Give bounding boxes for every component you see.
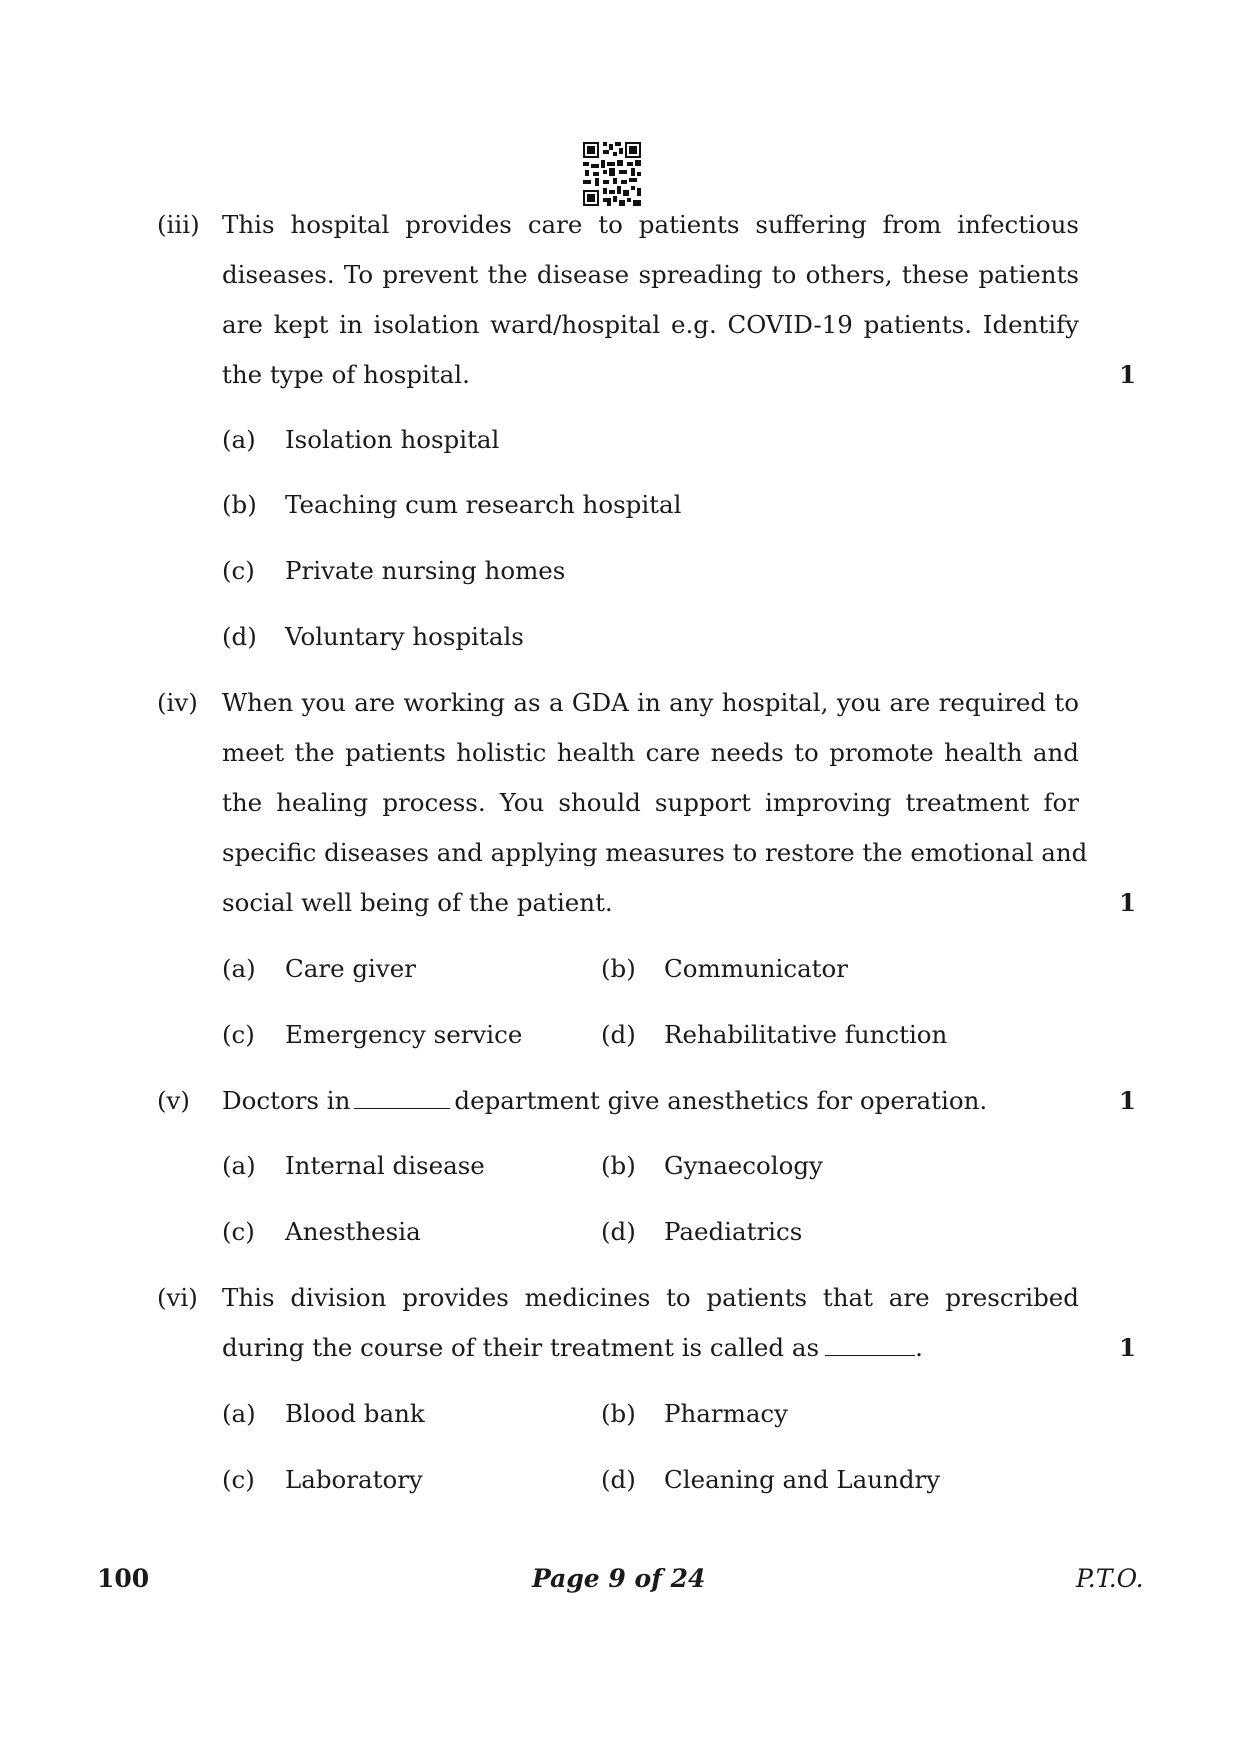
- option-text: Paediatrics: [664, 1217, 803, 1246]
- stem-line: the healing process. You should support improving treatment for: [222, 788, 1079, 817]
- option-label: (c): [222, 1020, 255, 1049]
- question-number: (iii): [157, 210, 200, 239]
- stem-line: the type of hospital.: [222, 360, 470, 389]
- option-label: (a): [222, 425, 256, 454]
- option-label: (c): [222, 556, 255, 585]
- stem-line: [222, 1333, 923, 1362]
- option-text: Gynaecology: [664, 1151, 823, 1180]
- stem-line: [222, 1086, 988, 1115]
- option-text: Laboratory: [285, 1465, 423, 1494]
- option-label: (a): [222, 954, 256, 983]
- option-text: Rehabilitative function: [664, 1020, 948, 1049]
- option-text: Anesthesia: [285, 1217, 421, 1246]
- option-label: (a): [222, 1399, 256, 1428]
- option-text: Emergency service: [285, 1020, 523, 1049]
- stem-line: meet the patients holistic health care needs to promote health and: [222, 738, 1079, 767]
- stem-line: This hospital provides care to patients suffering from infectious: [222, 210, 1079, 239]
- question-number: (vi): [157, 1283, 198, 1312]
- stem-text: .: [915, 1333, 923, 1362]
- option-label: (c): [222, 1217, 255, 1246]
- stem-text: Doctors in: [222, 1086, 351, 1115]
- option-text: Private nursing homes: [285, 556, 566, 585]
- option-label: (d): [601, 1020, 636, 1049]
- option-label: (b): [222, 490, 257, 519]
- marks: 1: [1119, 360, 1137, 389]
- option-label: (d): [222, 622, 257, 651]
- option-label: (c): [222, 1465, 255, 1494]
- stem-line: When you are working as a GDA in any hospital, you are required to: [222, 688, 1079, 717]
- stem-line: are kept in isolation ward/hospital e.g. COVID-19 patients. Identify: [222, 310, 1079, 339]
- option-label: (b): [601, 1151, 636, 1180]
- pto-label: P.T.O.: [1076, 1564, 1144, 1593]
- option-label: (b): [601, 1399, 636, 1428]
- marks: 1: [1119, 1086, 1137, 1115]
- question-number: (v): [157, 1086, 190, 1115]
- option-label: (d): [601, 1217, 636, 1246]
- stem-text: during the course of their treatment is called as: [222, 1333, 820, 1362]
- option-text: Voluntary hospitals: [285, 622, 524, 651]
- option-text: Isolation hospital: [285, 425, 500, 454]
- page-number: Page 9 of 24: [532, 1564, 706, 1593]
- option-label: (d): [601, 1465, 636, 1494]
- marks: 1: [1119, 888, 1137, 917]
- stem-line: This division provides medicines to patients that are prescribed: [222, 1283, 1079, 1312]
- option-text: Internal disease: [285, 1151, 485, 1180]
- option-text: Cleaning and Laundry: [664, 1465, 941, 1494]
- answer-blank: [354, 1090, 450, 1109]
- stem-line: specific diseases and applying measures to restore the emotional and: [222, 838, 1088, 867]
- option-text: Blood bank: [285, 1399, 425, 1428]
- option-text: Care giver: [285, 954, 416, 983]
- answer-blank: [825, 1337, 915, 1356]
- paper-code: 100: [97, 1564, 150, 1593]
- option-text: Communicator: [664, 954, 848, 983]
- question-number: (iv): [157, 688, 198, 717]
- stem-line: social well being of the patient.: [222, 888, 613, 917]
- option-text: Teaching cum research hospital: [285, 490, 682, 519]
- marks: 1: [1119, 1333, 1137, 1362]
- option-label: (a): [222, 1151, 256, 1180]
- stem-text: department give anesthetics for operation.: [454, 1086, 988, 1115]
- qr-code: [583, 142, 641, 206]
- option-label: (b): [601, 954, 636, 983]
- option-text: Pharmacy: [664, 1399, 788, 1428]
- stem-line: diseases. To prevent the disease spreading to others, these patients: [222, 260, 1079, 289]
